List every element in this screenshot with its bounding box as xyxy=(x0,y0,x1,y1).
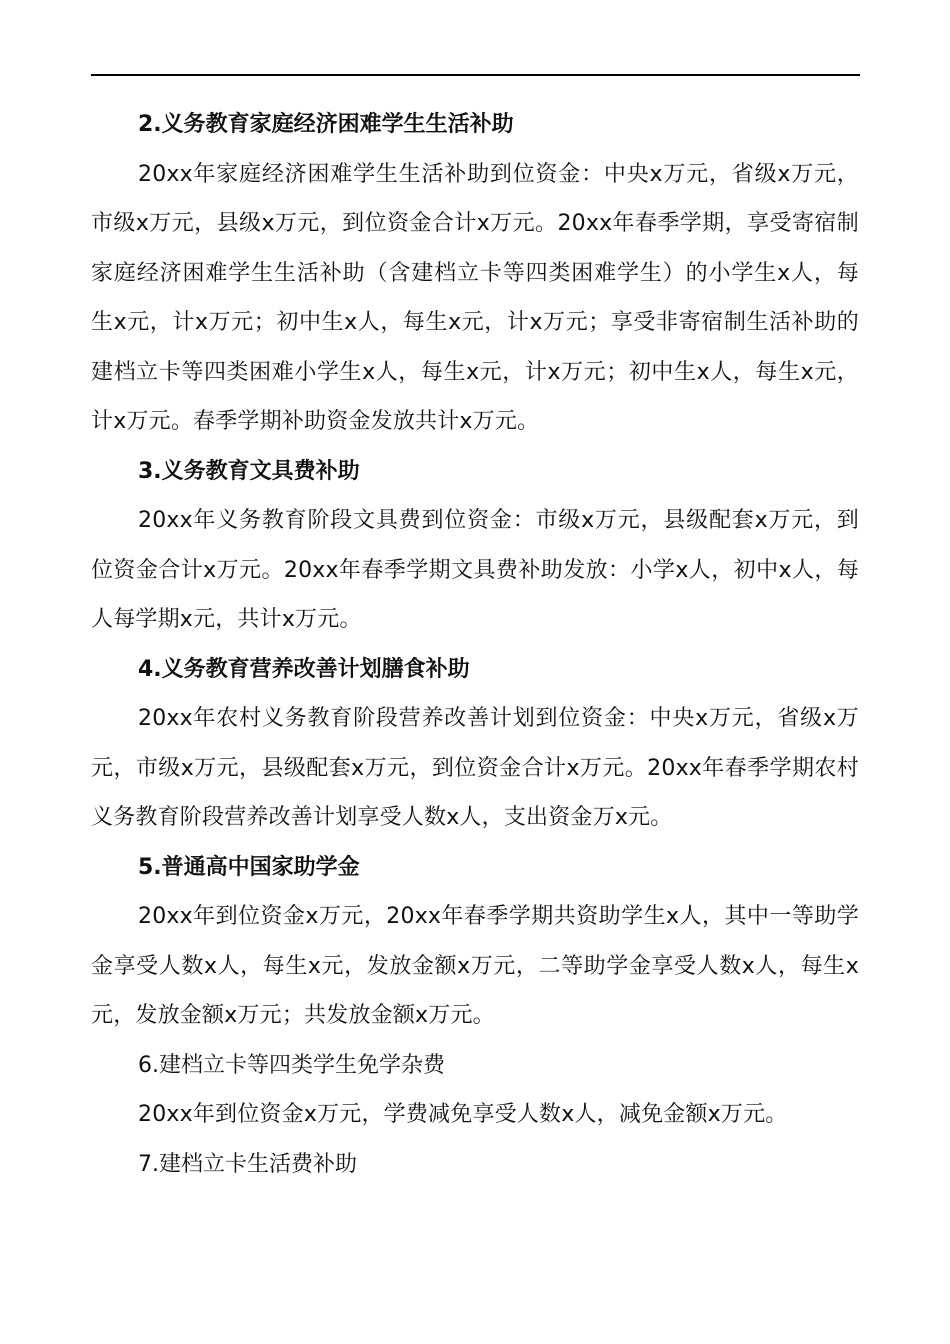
section-2-paragraph: 20xx年家庭经济困难学生生活补助到位资金：中央x万元，省级x万元，市级x万元，县级x万元，到位资金合计x万元。20xx年春季学期，享受寄宿制家庭经济困难学生生活补助（含建档立卡等四类困难学生）的小学生x人，每生x元，计x万元；初中生x人，每生x元，计x万元；享受非寄宿制生活补助的建档立卡等四类困难小学生x人，每生x元，计x万元；初中生x人，每生x元，计x万元。春季学期补助资金发放共计x万元。 xyxy=(91,161,859,434)
section-4-paragraph: 20xx年农村义务教育阶段营养改善计划到位资金：中央x万元，省级x万元，市级x万元，县级配套x万元，到位资金合计x万元。20xx年春季学期农村义务教育阶段营养改善计划享受人数x人，支出资金万x元。 xyxy=(91,706,859,830)
section-4-heading: 4.义务教育营养改善计划膳食补助 xyxy=(138,656,470,682)
section-6-heading: 6.建档立卡等四类学生免学杂费 xyxy=(138,1052,445,1078)
section-7-heading: 7.建档立卡生活费补助 xyxy=(138,1151,357,1177)
section-3-heading: 3.义务教育文具费补助 xyxy=(138,458,360,484)
section-6-paragraph: 20xx年到位资金x万元，学费减免享受人数x人，减免金额x万元。 xyxy=(138,1102,788,1127)
section-3-paragraph: 20xx年义务教育阶段文具费到位资金：市级x万元，县级配套x万元，到位资金合计x万元。20xx年春季学期文具费补助发放：小学x人，初中x人，每人每学期x元，共计x万元。 xyxy=(91,508,859,632)
header-rule xyxy=(91,74,860,76)
section-5-heading: 5.普通高中国家助学金 xyxy=(138,854,360,880)
section-5-paragraph: 20xx年到位资金x万元，20xx年春季学期共资助学生x人，其中一等助学金享受人数x人，每生x元，发放金额x万元，二等助学金享受人数x人，每生x元，发放金额x万元；共发放金额x万元。 xyxy=(91,904,859,1028)
section-2-heading: 2.义务教育家庭经济困难学生生活补助 xyxy=(138,112,514,137)
document-body xyxy=(91,100,859,1189)
